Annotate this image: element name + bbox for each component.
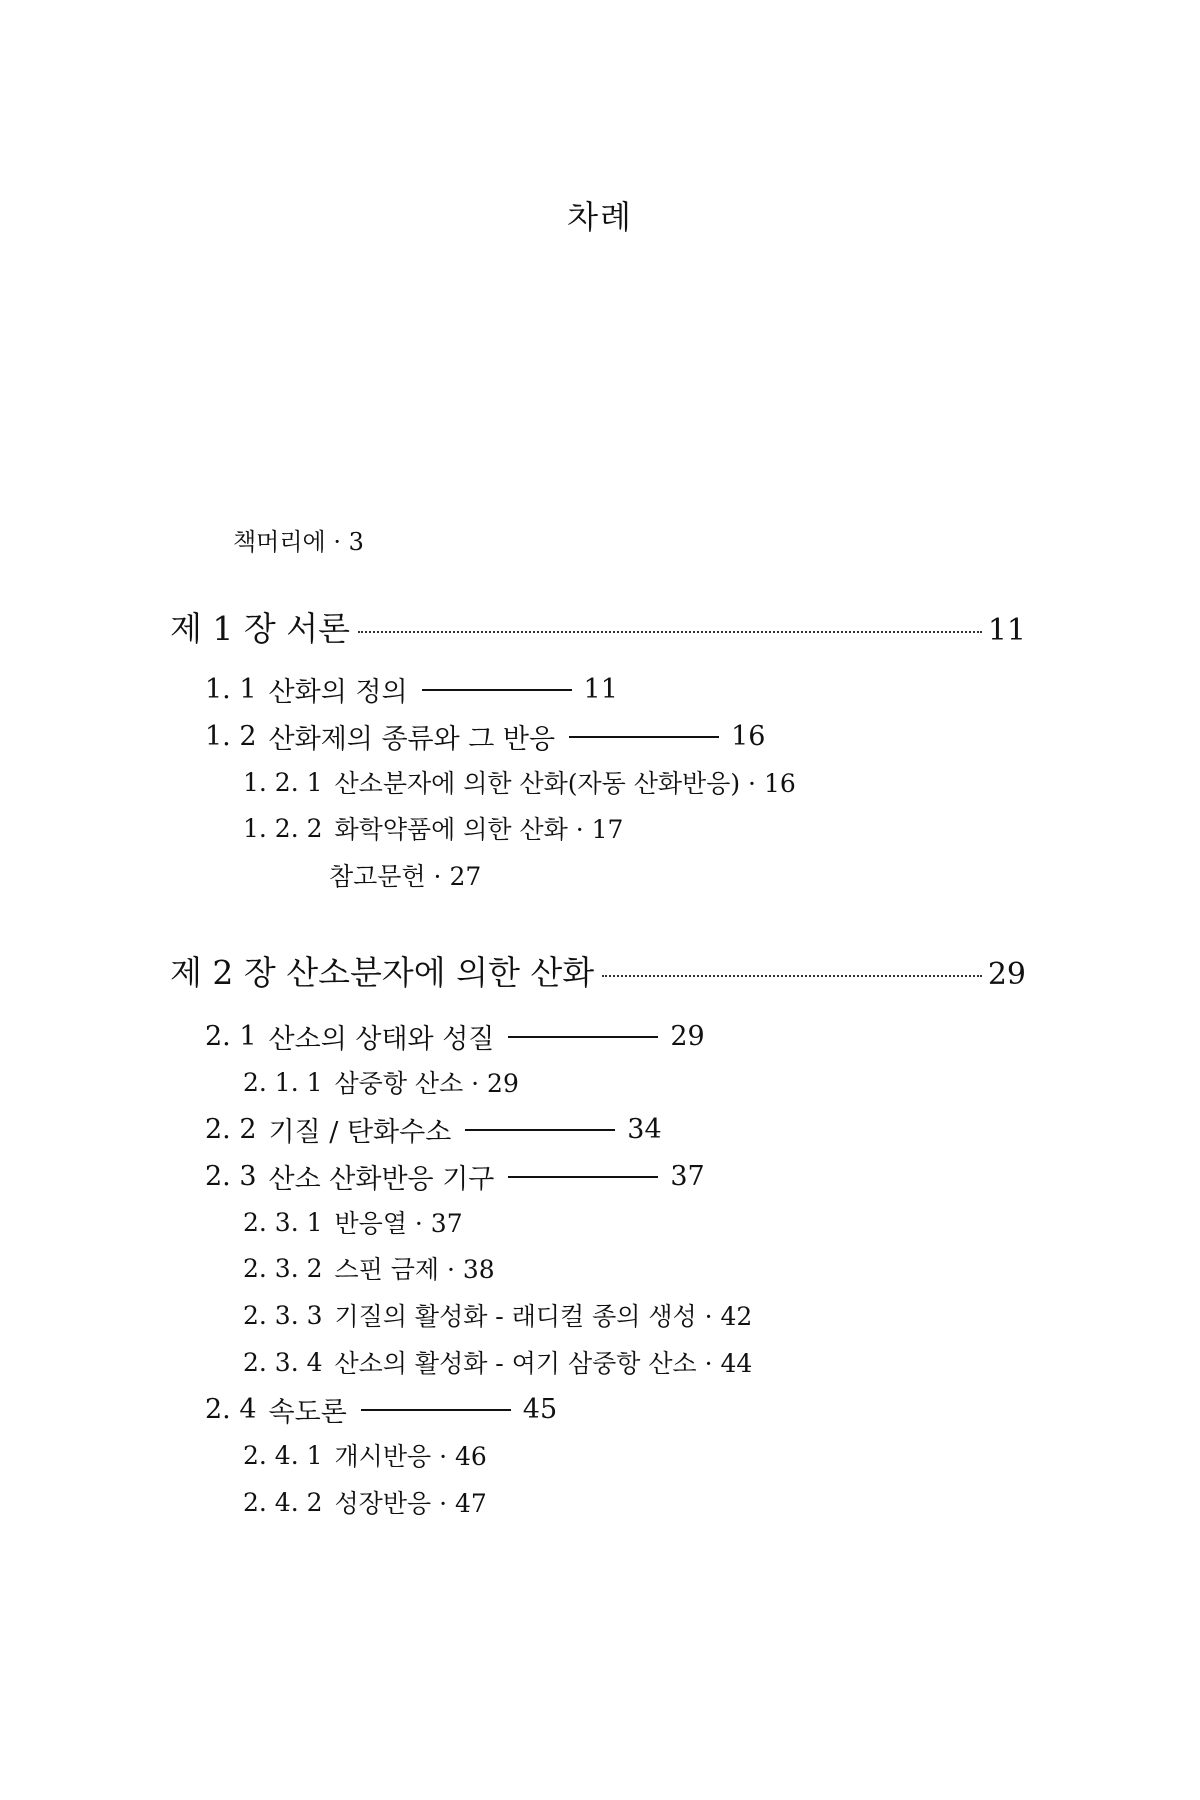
toc-chapter-2[interactable]	[170, 947, 1026, 994]
entry-number: 2. 3	[205, 1161, 257, 1192]
entry-number: 2. 4. 2	[243, 1487, 323, 1517]
entry-number: 2. 4	[205, 1394, 257, 1425]
entry-number: 1. 1	[205, 674, 257, 705]
rule-leader	[361, 1409, 511, 1411]
toc-preface: 책머리에 · 3	[233, 528, 364, 556]
entry-title: 산소의 상태와 성질	[268, 1024, 495, 1055]
entry-page: 37	[670, 1161, 705, 1192]
rule-leader	[508, 1036, 658, 1038]
entry-title: 산화의 정의	[268, 677, 408, 708]
entry-page: 34	[627, 1114, 662, 1145]
entry-number: 2. 3. 2	[243, 1253, 323, 1283]
chapter-page: 29	[987, 957, 1026, 992]
toc-entry-1-2-2[interactable]	[243, 810, 623, 846]
chapter-heading: 제 1 장 서론	[170, 609, 350, 648]
entry-number: 2. 1	[205, 1021, 257, 1052]
rule-leader	[508, 1176, 658, 1178]
entry-title: 기질의 활성화 - 래디컬 종의 생성 · 42	[334, 1302, 753, 1331]
entry-title: 스핀 금제 · 38	[334, 1255, 495, 1284]
entry-title: 화학약품에 의한 산화 · 17	[334, 815, 624, 844]
entry-title: 개시반응 · 46	[334, 1442, 487, 1471]
entry-page: 45	[522, 1394, 558, 1425]
page-title: 차례	[567, 198, 633, 236]
entry-title: 성장반응 · 47	[334, 1489, 487, 1518]
dot-leader	[358, 631, 982, 633]
toc-entry-2-2[interactable]	[205, 1110, 662, 1149]
toc-entry-1-1[interactable]	[205, 670, 618, 709]
toc-entry-2-4-1[interactable]	[243, 1437, 487, 1473]
entry-title: 기질 / 탄화수소	[268, 1117, 452, 1148]
entry-title: 산소 산화반응 기구	[268, 1164, 495, 1195]
entry-number: 2. 3. 3	[243, 1300, 323, 1330]
toc-entry-2-1[interactable]	[205, 1017, 705, 1056]
toc-entry-2-3-1[interactable]	[243, 1204, 463, 1240]
entry-number: 2. 3. 4	[243, 1347, 323, 1377]
toc-entry-2-3-4[interactable]	[243, 1344, 752, 1380]
toc-entry-references[interactable]	[329, 857, 481, 893]
toc-entry-2-3-2[interactable]	[243, 1250, 495, 1286]
entry-title: 산소의 활성화 - 여기 삼중항 산소 · 44	[334, 1349, 753, 1378]
toc-entry-2-4[interactable]	[205, 1390, 557, 1429]
entry-page: 16	[731, 721, 766, 752]
toc-entry-2-3-3[interactable]	[243, 1297, 752, 1333]
rule-leader	[465, 1129, 615, 1131]
toc-entry-2-4-2[interactable]	[243, 1484, 487, 1520]
dot-leader	[602, 975, 982, 977]
entry-number: 1. 2. 2	[243, 813, 323, 843]
rule-leader	[422, 689, 572, 691]
rule-leader	[569, 736, 719, 738]
toc-entry-2-1-1[interactable]	[243, 1064, 519, 1100]
entry-title: 산화제의 종류와 그 반응	[268, 724, 556, 755]
entry-title: 산소분자에 의한 산화(자동 산화반응) · 16	[334, 769, 796, 798]
entry-title: 참고문헌 · 27	[329, 862, 482, 891]
toc-entry-2-3[interactable]	[205, 1157, 705, 1196]
entry-page: 11	[583, 674, 618, 705]
toc-entry-1-2[interactable]	[205, 717, 765, 756]
entry-title: 속도론	[268, 1397, 347, 1428]
entry-number: 2. 2	[205, 1114, 257, 1145]
entry-number: 1. 2	[205, 721, 257, 752]
chapter-page: 11	[987, 613, 1026, 648]
entry-title: 반응열 · 37	[334, 1209, 463, 1238]
entry-page: 29	[670, 1021, 705, 1052]
entry-number: 2. 4. 1	[243, 1440, 323, 1470]
toc-entry-1-2-1[interactable]	[243, 764, 796, 800]
entry-number: 2. 1. 1	[243, 1067, 323, 1097]
toc-chapter-1[interactable]	[170, 603, 1026, 650]
chapter-heading: 제 2 장 산소분자에 의한 산화	[170, 953, 595, 992]
entry-number: 2. 3. 1	[243, 1207, 323, 1237]
entry-number: 1. 2. 1	[243, 767, 323, 797]
entry-title: 삼중항 산소 · 29	[334, 1069, 519, 1098]
